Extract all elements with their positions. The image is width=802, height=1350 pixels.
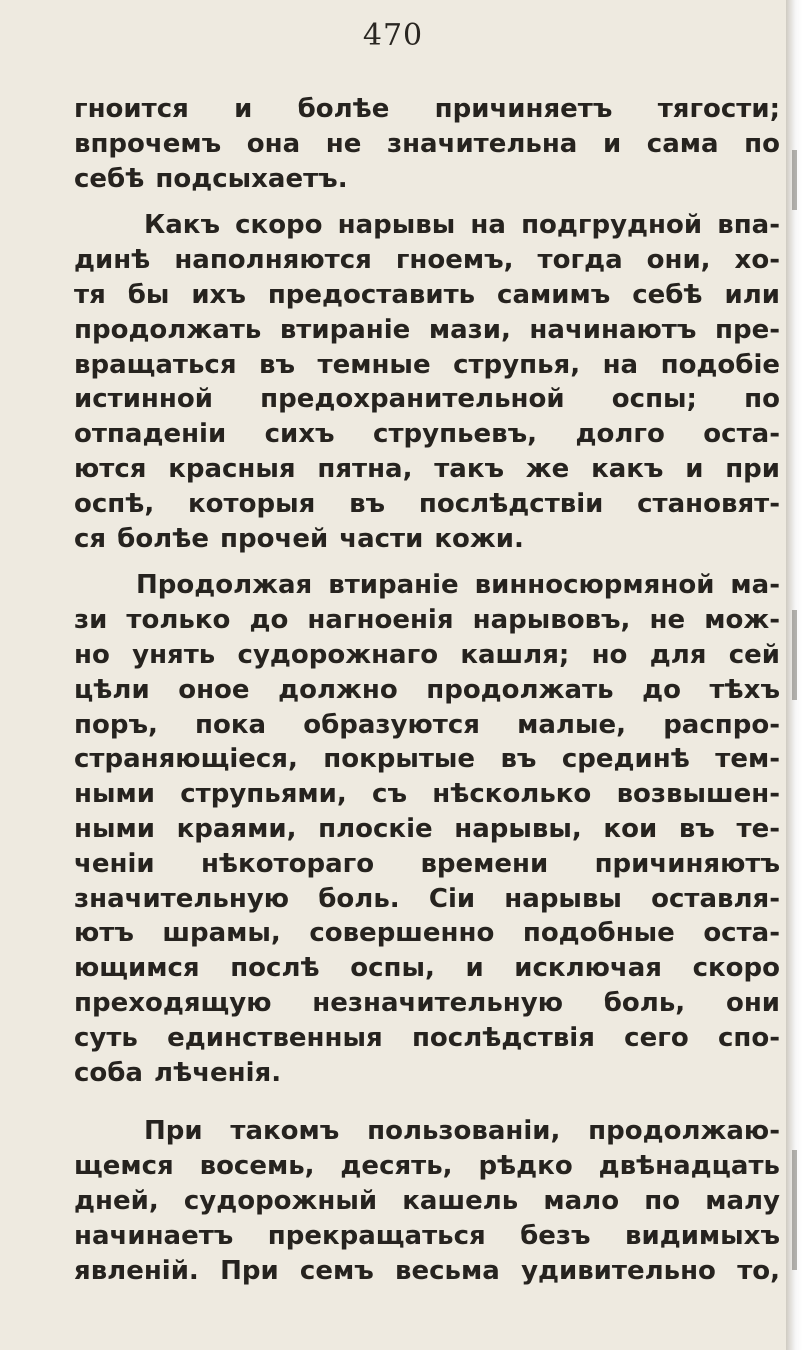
page-number: 470 (362, 18, 424, 53)
text-line: ющимся послѣ оспы, и исключая скоро (74, 953, 780, 984)
scan-edge-mark (792, 1150, 797, 1270)
text-line: Какъ скоро нарывы на подгрудной впа- (144, 210, 780, 241)
text-line: ными струпьями, съ нѣсколько возвышен- (74, 779, 780, 810)
text-line: продолжать втираніе мази, начинаютъ пре- (74, 314, 780, 345)
text-line: ченіи нѣкотораго времени причиняютъ (74, 848, 780, 879)
text-line: При такомъ пользованіи, продолжаю- (144, 1116, 780, 1147)
text-line: вращаться въ темные струпья, на подобіе (74, 349, 780, 380)
body-text (74, 92, 780, 1288)
scan-edge-mark (792, 150, 797, 210)
paragraph-gap (74, 556, 780, 568)
text-line: соба лѣченія. (74, 1057, 282, 1088)
text-line: страняющіеся, покрытые въ срединѣ тем- (74, 744, 780, 775)
text-line: но унять судорожнаго кашля; но для сей (74, 639, 780, 670)
text-line: цѣли оное должно продолжать до тѣхъ (74, 674, 780, 705)
text-line: динѣ наполняются гноемъ, тогда они, хо- (74, 245, 780, 276)
text-line: суть единственныя послѣдствія сего спо- (74, 1022, 780, 1053)
text-line: оспѣ, которыя въ послѣдствіи становят- (74, 488, 780, 519)
text-line: истинной предохранительной оспы; по (74, 384, 780, 415)
text-line: Продолжая втираніе винносюрмяной ма- (136, 570, 780, 601)
text-line: гноится и болѣе причиняетъ тягости; (74, 94, 780, 124)
text-line: тя бы ихъ предоставить самимъ себѣ или (74, 279, 780, 310)
text-line: поръ, пока образуются малые, распро- (74, 709, 780, 740)
text-line: ются красныя пятна, такъ же какъ и при (74, 453, 780, 484)
scan-edge-mark (792, 610, 797, 700)
text-line: щемся восемь, десять, рѣдко двѣнадцать (74, 1151, 780, 1182)
text-line: преходящую незначительную боль, они (74, 987, 780, 1018)
text-line: ютъ шрамы, совершенно подобные оста- (74, 918, 780, 949)
text-line: себѣ подсыхаетъ. (74, 163, 348, 194)
text-line: отпаденіи сихъ струпьевъ, долго оста- (74, 419, 780, 450)
text-line: зи только до нагноенія нарывовъ, не мож- (74, 605, 780, 636)
paragraph-gap (74, 1090, 780, 1114)
text-line: явленій. При семъ весьма удивительно то, (74, 1255, 780, 1286)
text-line: ся болѣе прочей части кожи. (74, 523, 524, 554)
text-line: начинаетъ прекращаться безъ видимыхъ (74, 1220, 780, 1251)
text-line: дней, судорожный кашель мало по малу (74, 1185, 780, 1216)
paragraph-gap (74, 196, 780, 208)
text-line: значительную боль. Сіи нарывы оставля- (74, 883, 780, 914)
text-line: ными краями, плоскіе нарывы, кои въ те- (74, 813, 780, 844)
text-line: впрочемъ она не значительна и сама по (74, 128, 780, 159)
